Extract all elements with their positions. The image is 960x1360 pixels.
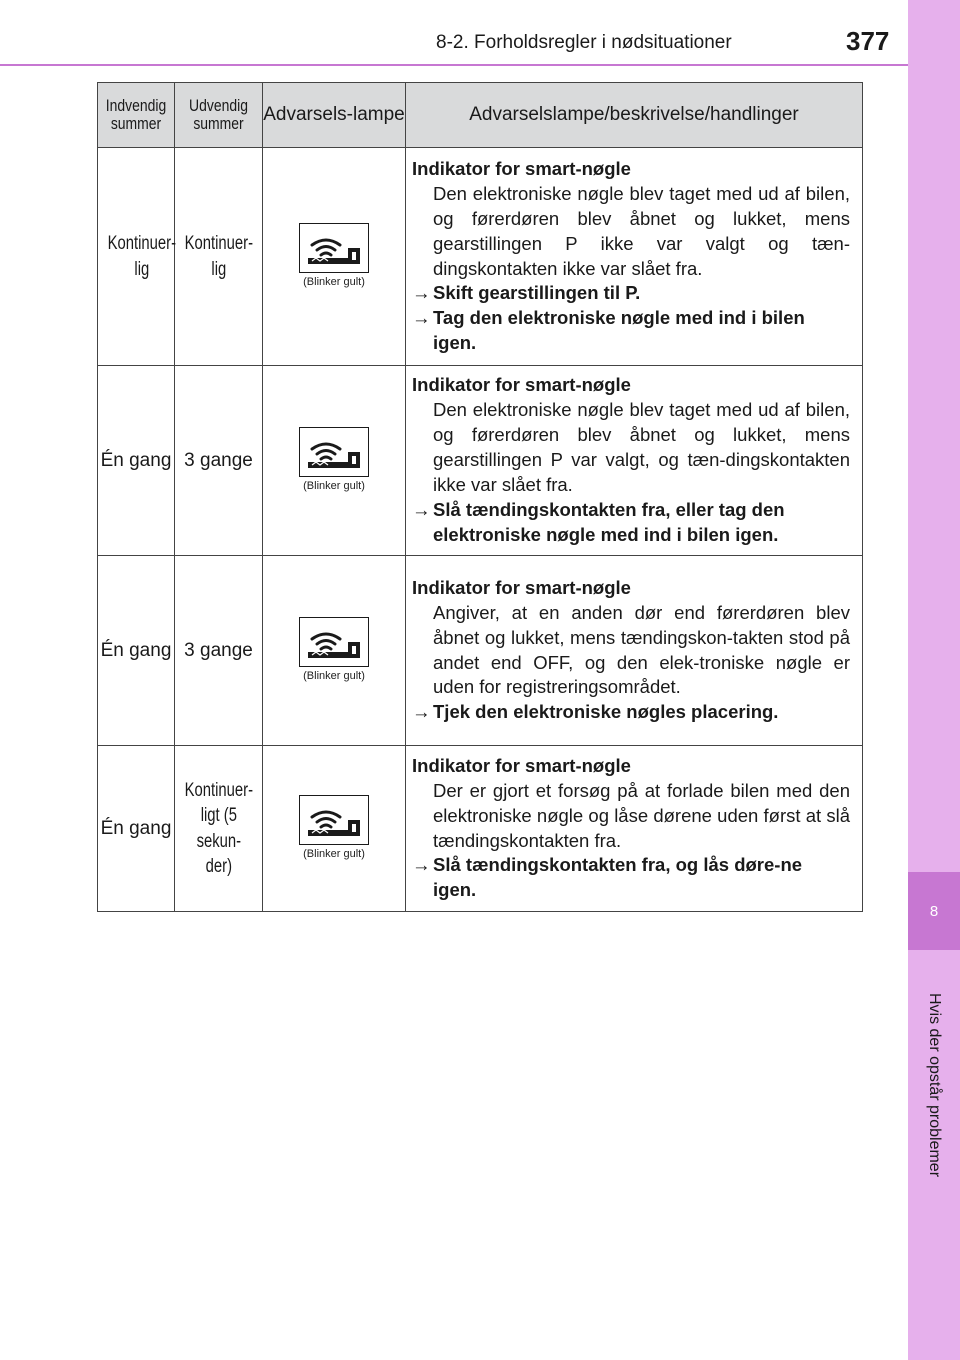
arrow-icon: → bbox=[412, 701, 431, 723]
lamp-note: (Blinker gult) bbox=[303, 848, 365, 861]
outer-buzzer-cell bbox=[175, 366, 263, 556]
action-text: Skift gearstillingen til P. bbox=[433, 282, 641, 304]
col-header-outer-buzzer: Udvendig summer bbox=[175, 83, 263, 148]
chapter-number-tab bbox=[908, 872, 960, 950]
outer-buzzer-value: 3 gange bbox=[184, 449, 253, 471]
inner-buzzer-cell bbox=[98, 556, 175, 746]
description-cell bbox=[406, 148, 863, 366]
warning-table bbox=[97, 82, 863, 912]
table-row bbox=[98, 148, 863, 366]
chapter-label: Hvis der opstår problemer bbox=[926, 992, 943, 1178]
outer-buzzer-value: Kontinuer-ligt (5 sekun-der) bbox=[184, 780, 254, 877]
action-item bbox=[412, 853, 850, 903]
smart-key-indicator-icon bbox=[299, 617, 369, 667]
outer-buzzer-cell bbox=[175, 746, 263, 912]
action-text: Tjek den elektroniske nøgles placering. bbox=[433, 701, 779, 723]
arrow-icon: → bbox=[412, 854, 431, 876]
inner-buzzer-value: Én gang bbox=[100, 817, 172, 839]
inner-buzzer-cell bbox=[98, 148, 175, 366]
smart-key-icon bbox=[304, 230, 364, 266]
indicator-title: Indikator for smart-nøgle bbox=[412, 754, 631, 776]
warning-lamp-cell bbox=[263, 148, 406, 366]
inner-buzzer-value: Én gang bbox=[100, 449, 172, 471]
description-cell bbox=[406, 366, 863, 556]
lamp-note: (Blinker gult) bbox=[303, 276, 365, 289]
action-item bbox=[412, 306, 850, 356]
indicator-description: Den elektroniske nøgle blev taget med ud af bilen, og førerdøren blev åbnet og lukket, mens gearstillingen P ikke var valgt og tæn-dingskontakten ikke var slået fra. bbox=[433, 182, 850, 279]
col-header-warning-lamp: Advarsels-lampe bbox=[263, 83, 406, 148]
section-title: 8-2. Forholdsregler i nødsituationer bbox=[436, 32, 732, 53]
action-item bbox=[412, 281, 850, 306]
table-header-row bbox=[98, 83, 863, 148]
inner-buzzer-value: Kontinuer-lig bbox=[107, 233, 177, 280]
arrow-icon: → bbox=[412, 498, 431, 520]
indicator-description: Der er gjort et forsøg på at forlade bilen med den elektroniske nøgle og låse dørene uden først at slå tændingskontakten fra. bbox=[433, 779, 850, 851]
outer-buzzer-value: Kontinuer-lig bbox=[184, 233, 254, 280]
outer-buzzer-value: 3 gange bbox=[184, 639, 253, 661]
col-header-inner-buzzer: Indvendig summer bbox=[98, 83, 175, 148]
inner-buzzer-value: Én gang bbox=[100, 639, 172, 661]
indicator-description: Den elektroniske nøgle blev taget med ud af bilen, og førerdøren blev åbnet og lukket, mens gearstillingen P var valgt, og tæn-dingskontakten ikke var slået fra. bbox=[433, 399, 850, 495]
table-row bbox=[98, 556, 863, 746]
action-text: Slå tændingskontakten fra, eller tag den elektroniske nøgle med ind i bilen igen. bbox=[433, 498, 785, 545]
action-item bbox=[412, 700, 850, 725]
page-number: 377 bbox=[846, 26, 890, 56]
action-item bbox=[412, 498, 850, 548]
warning-lamp-cell bbox=[263, 366, 406, 556]
description-cell bbox=[406, 746, 863, 912]
chapter-number: 8 bbox=[929, 902, 939, 920]
action-text: Tag den elektroniske nøgle med ind i bilen igen. bbox=[433, 307, 805, 354]
lamp-note: (Blinker gult) bbox=[303, 480, 365, 493]
smart-key-indicator-icon bbox=[299, 427, 369, 477]
action-text: Slå tændingskontakten fra, og lås døre-ne igen. bbox=[433, 854, 803, 901]
outer-buzzer-cell bbox=[175, 556, 263, 746]
inner-buzzer-cell bbox=[98, 746, 175, 912]
smart-key-icon bbox=[304, 434, 364, 470]
lamp-note: (Blinker gult) bbox=[303, 670, 365, 683]
inner-buzzer-cell bbox=[98, 366, 175, 556]
header-divider bbox=[0, 64, 908, 66]
indicator-title: Indikator for smart-nøgle bbox=[412, 157, 631, 179]
indicator-title: Indikator for smart-nøgle bbox=[412, 576, 631, 598]
indicator-description: Angiver, at en anden dør end førerdøren blev åbnet og lukket, mens tændingskon-takten stod på andet end OFF, og den elek-troniske nøgle er uden for registreringsområdet. bbox=[433, 601, 850, 698]
table-row bbox=[98, 366, 863, 556]
smart-key-indicator-icon bbox=[299, 223, 369, 273]
description-cell bbox=[406, 556, 863, 746]
arrow-icon: → bbox=[412, 282, 431, 304]
smart-key-icon bbox=[304, 624, 364, 660]
arrow-icon: → bbox=[412, 307, 431, 329]
warning-lamp-cell bbox=[263, 746, 406, 912]
outer-buzzer-cell bbox=[175, 148, 263, 366]
col-header-description: Advarselslampe/beskrivelse/handlinger bbox=[406, 83, 863, 148]
table-row bbox=[98, 746, 863, 912]
smart-key-indicator-icon bbox=[299, 795, 369, 845]
smart-key-icon bbox=[304, 802, 364, 838]
indicator-title: Indikator for smart-nøgle bbox=[412, 374, 631, 396]
warning-lamp-cell bbox=[263, 556, 406, 746]
